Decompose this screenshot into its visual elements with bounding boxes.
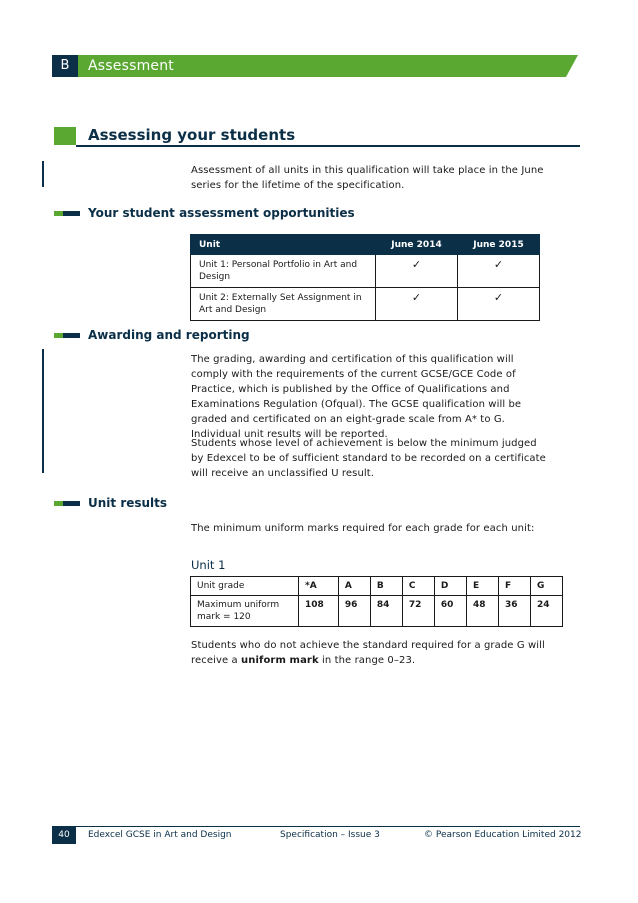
grade-cell: A — [338, 577, 370, 596]
section-title: Assessing your students — [88, 126, 296, 144]
section-marker — [54, 127, 76, 145]
table-header-row — [191, 235, 540, 255]
grade-cell: *A — [299, 577, 339, 596]
footer-issue: Specification – Issue 3 — [280, 830, 380, 840]
check-icon: ✓ — [376, 288, 458, 321]
table-row — [191, 596, 563, 627]
assessment-opportunities-table — [190, 234, 540, 321]
grade-cell: C — [402, 577, 434, 596]
mark-cell: 96 — [338, 596, 370, 627]
subsection-marker — [54, 501, 80, 506]
footer-publication: Edexcel GCSE in Art and Design — [88, 830, 232, 840]
page-number: 40 — [52, 827, 76, 844]
note-bold-text: uniform mark — [241, 655, 319, 666]
unit-cell: Unit 2: Externally Set Assignment in Art and Design — [191, 288, 376, 321]
mark-cell: 84 — [370, 596, 402, 627]
awarding-paragraph: Students whose level of achievement is below the minimum judged by Edexcel to be of sufficient standard to be recorded on a certificate will receive an unclassified U result. — [191, 438, 546, 479]
check-icon: ✓ — [458, 288, 540, 321]
grade-cell: B — [370, 577, 402, 596]
unit-results-intro: The minimum uniform marks required for each grade for each unit: — [191, 523, 535, 534]
mark-cell: 72 — [402, 596, 434, 627]
opportunities-title: Your student assessment opportunities — [88, 206, 355, 220]
column-header: June 2015 — [458, 235, 540, 255]
footer-rule — [52, 826, 580, 827]
awarding-paragraph: The grading, awarding and certification of this qualification will comply with the requirements of the current GCSE/GCE Code of Practice, which is published by the Office of Qualifications and Examinations Regulation (Ofqual). The GCSE qualification will be graded and certificated on an eight-grade scale from A* to G. Individual unit results will be reported. — [191, 354, 522, 440]
check-icon: ✓ — [458, 255, 540, 288]
uniform-marks-table — [190, 576, 563, 627]
grade-cell: D — [434, 577, 466, 596]
grade-cell: F — [498, 577, 530, 596]
uniform-mark-note — [191, 638, 561, 668]
change-bar — [42, 161, 44, 187]
mark-cell: 36 — [498, 596, 530, 627]
intro-paragraph: Assessment of all units in this qualification will take place in the June series for the lifetime of the specification. — [191, 165, 544, 191]
mark-cell: 60 — [434, 596, 466, 627]
note-text: Students who do not achieve the standard required for a grade G will receive a — [191, 640, 545, 666]
header-title: Assessment — [88, 58, 174, 74]
mark-cell: 108 — [299, 596, 339, 627]
grade-cell: G — [530, 577, 562, 596]
subsection-marker — [54, 333, 80, 338]
awarding-title: Awarding and reporting — [88, 328, 250, 342]
grade-cell: E — [466, 577, 498, 596]
change-bar — [42, 349, 44, 473]
unit-label: Unit 1 — [191, 558, 226, 572]
table-row — [191, 288, 540, 321]
column-header: Unit — [191, 235, 376, 255]
footer-copyright: © Pearson Education Limited 2012 — [424, 830, 582, 840]
mark-cell: 24 — [530, 596, 562, 627]
section-letter: B — [52, 55, 78, 77]
row-label: Maximum uniform mark = 120 — [191, 596, 299, 627]
row-label: Unit grade — [191, 577, 299, 596]
column-header: June 2014 — [376, 235, 458, 255]
check-icon: ✓ — [376, 255, 458, 288]
note-text: in the range 0–23. — [318, 655, 416, 666]
subsection-marker — [54, 211, 80, 216]
unit-cell: Unit 1: Personal Portfolio in Art and Design — [191, 255, 376, 288]
table-row — [191, 577, 563, 596]
unit-results-title: Unit results — [88, 496, 168, 510]
table-row — [191, 255, 540, 288]
section-rule — [76, 145, 580, 147]
mark-cell: 48 — [466, 596, 498, 627]
